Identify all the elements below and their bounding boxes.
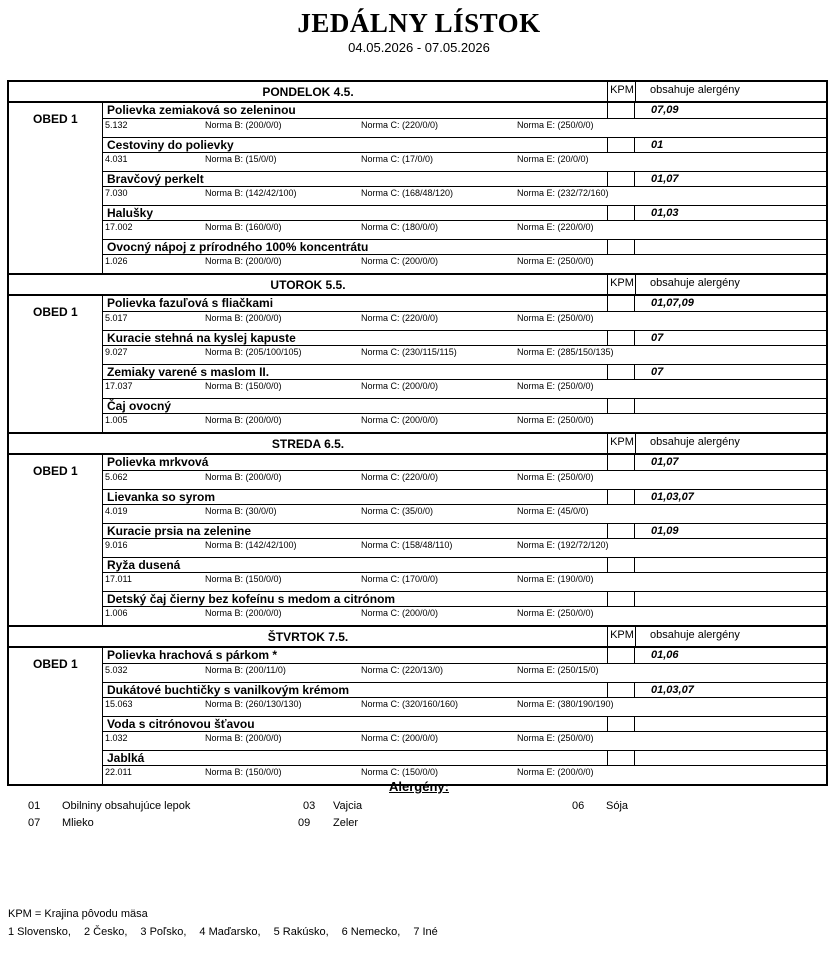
country-item: 2 Česko, bbox=[83, 926, 128, 938]
meal-norms bbox=[103, 607, 723, 625]
meal-cell bbox=[102, 239, 607, 273]
day-name: PONDELOK 4.5. bbox=[262, 85, 354, 99]
meal-row bbox=[9, 716, 826, 750]
meal-list bbox=[9, 455, 826, 625]
norm-e: Norma E: (192/72/120) bbox=[517, 540, 609, 550]
day-section bbox=[7, 273, 828, 432]
meal-name: Polievka fazuľová s fliačkami bbox=[103, 296, 608, 312]
meal-cell bbox=[102, 682, 614, 716]
norm-b: Norma B: (150/0/0) bbox=[205, 767, 282, 777]
meal-cell bbox=[102, 398, 607, 432]
meal-type-label: OBED 1 bbox=[33, 112, 78, 126]
country-item: 6 Nemecko, bbox=[341, 926, 401, 938]
meal-norms bbox=[103, 153, 723, 171]
allergens-column-header: obsahuje alergény bbox=[635, 82, 826, 101]
norm-c: Norma C: (200/0/0) bbox=[361, 381, 439, 391]
norm-b: Norma B: (160/0/0) bbox=[205, 222, 282, 232]
meal-type-label: OBED 1 bbox=[33, 305, 78, 319]
meal-name: Polievka zemiaková so zeleninou bbox=[103, 103, 608, 119]
kpm-column-header: KPM bbox=[607, 82, 636, 101]
norm-b: Norma B: (200/0/0) bbox=[205, 733, 282, 743]
country-list bbox=[8, 926, 451, 938]
meal-norms bbox=[103, 471, 723, 489]
kpm-cell bbox=[607, 296, 635, 312]
meal-norms bbox=[103, 187, 723, 205]
meal-name: Lievanka so syrom bbox=[103, 489, 608, 505]
meal-row bbox=[9, 296, 826, 330]
norm-e: Norma E: (250/0/0) bbox=[517, 313, 594, 323]
kpm-cell bbox=[607, 489, 635, 505]
meal-name: Kuracie prsia na zelenine bbox=[103, 523, 608, 539]
norm-c: Norma C: (17/0/0) bbox=[361, 154, 434, 164]
meal-norms bbox=[103, 414, 723, 432]
norm-c: Norma C: (158/48/110) bbox=[361, 540, 453, 550]
meal-allergens: 01,07 bbox=[635, 171, 826, 187]
norm-c: Norma C: (200/0/0) bbox=[361, 415, 439, 425]
norm-e: Norma E: (380/190/190) bbox=[517, 699, 614, 709]
kpm-column-header: KPM bbox=[607, 275, 636, 294]
kpm-cell bbox=[607, 205, 635, 221]
kpm-cell bbox=[607, 682, 635, 698]
meal-cell bbox=[102, 137, 607, 171]
meal-row bbox=[9, 455, 826, 489]
norm-e: Norma E: (190/0/0) bbox=[517, 574, 594, 584]
meal-norms bbox=[103, 312, 723, 330]
date-range: 04.05.2026 - 07.05.2026 bbox=[348, 40, 490, 55]
meal-name: Ovocný nápoj z prírodného 100% koncentrátu bbox=[103, 239, 608, 255]
norm-b: Norma B: (150/0/0) bbox=[205, 574, 282, 584]
meal-row bbox=[9, 398, 826, 432]
kpm-cell bbox=[607, 591, 635, 607]
meal-cell bbox=[102, 591, 607, 625]
meal-row bbox=[9, 330, 826, 364]
meal-norms bbox=[103, 119, 723, 137]
kpm-column-header: KPM bbox=[607, 434, 636, 453]
kpm-cell bbox=[607, 455, 635, 471]
meal-code: 4.019 bbox=[105, 506, 128, 516]
norm-b: Norma B: (150/0/0) bbox=[205, 381, 282, 391]
kpm-note: KPM = Krajina pôvodu mäsa bbox=[8, 908, 148, 920]
meal-name: Polievka mrkvová bbox=[103, 455, 608, 471]
norm-e: Norma E: (200/0/0) bbox=[517, 767, 594, 777]
norm-e: Norma E: (20/0/0) bbox=[517, 154, 589, 164]
meal-allergens: 07 bbox=[635, 330, 826, 346]
meal-cell bbox=[102, 716, 607, 750]
meal-code: 17.002 bbox=[105, 222, 133, 232]
norm-e: Norma E: (250/0/0) bbox=[517, 472, 594, 482]
meal-row bbox=[9, 239, 826, 273]
norm-b: Norma B: (200/0/0) bbox=[205, 415, 282, 425]
meal-code: 22.011 bbox=[105, 767, 132, 777]
norm-e: Norma E: (250/0/0) bbox=[517, 415, 594, 425]
kpm-cell bbox=[607, 557, 635, 573]
norm-c: Norma C: (150/0/0) bbox=[361, 767, 439, 777]
meal-code: 1.026 bbox=[105, 256, 128, 266]
meal-row bbox=[9, 364, 826, 398]
meal-name: Kuracie stehná na kyslej kapuste bbox=[103, 330, 608, 346]
meal-cell bbox=[102, 364, 607, 398]
norm-e: Norma E: (250/0/0) bbox=[517, 120, 594, 130]
meal-cell bbox=[102, 648, 607, 682]
allergen-code: 09 bbox=[298, 817, 311, 829]
meal-code: 4.031 bbox=[105, 154, 128, 164]
allergen-code: 01 bbox=[28, 800, 41, 812]
day-name: UTOROK 5.5. bbox=[270, 278, 346, 292]
meal-name: Halušky bbox=[103, 205, 608, 221]
norm-e: Norma E: (45/0/0) bbox=[517, 506, 589, 516]
meal-name: Voda s citrónovou šťavou bbox=[103, 716, 608, 732]
meal-name: Dukátové buchtičky s vanilkovým krémom bbox=[103, 682, 608, 698]
allergen-code: 07 bbox=[28, 817, 41, 829]
norm-c: Norma C: (168/48/120) bbox=[361, 188, 454, 198]
norm-e: Norma E: (250/0/0) bbox=[517, 733, 594, 743]
meal-norms bbox=[103, 664, 723, 682]
meal-row bbox=[9, 648, 826, 682]
meal-norms bbox=[103, 346, 723, 364]
meal-allergens bbox=[635, 716, 826, 732]
meal-allergens: 01,03,07 bbox=[635, 682, 826, 698]
kpm-cell bbox=[607, 398, 635, 414]
norm-b: Norma B: (200/0/0) bbox=[205, 608, 282, 618]
meal-name: Jablká bbox=[103, 750, 608, 766]
norm-b: Norma B: (200/0/0) bbox=[205, 120, 282, 130]
allergen-code: 06 bbox=[572, 800, 585, 812]
norm-c: Norma C: (35/0/0) bbox=[361, 506, 434, 516]
meal-cell bbox=[102, 557, 607, 591]
meal-code: 1.032 bbox=[105, 733, 128, 743]
meal-norms bbox=[103, 255, 723, 273]
meal-cell bbox=[102, 103, 607, 137]
kpm-cell bbox=[607, 716, 635, 732]
meal-norms bbox=[103, 732, 723, 750]
norm-c: Norma C: (220/0/0) bbox=[361, 472, 439, 482]
day-section bbox=[7, 432, 828, 625]
kpm-cell bbox=[607, 137, 635, 153]
meal-row bbox=[9, 489, 826, 523]
norm-c: Norma C: (180/0/0) bbox=[361, 222, 439, 232]
allergen-legend-title: Alergény: bbox=[389, 779, 449, 794]
meal-row bbox=[9, 171, 826, 205]
meal-cell bbox=[102, 489, 607, 523]
norm-b: Norma B: (30/0/0) bbox=[205, 506, 277, 516]
norm-b: Norma B: (142/42/100) bbox=[205, 188, 297, 198]
meal-code: 15.063 bbox=[105, 699, 133, 709]
country-item: 1 Slovensko, bbox=[8, 926, 71, 938]
meal-allergens bbox=[635, 591, 826, 607]
meal-cell bbox=[102, 171, 607, 205]
meal-row bbox=[9, 682, 826, 716]
norm-e: Norma E: (250/0/0) bbox=[517, 256, 594, 266]
day-section bbox=[7, 80, 828, 273]
meal-type-label: OBED 1 bbox=[33, 657, 78, 671]
meal-code: 1.005 bbox=[105, 415, 128, 425]
meal-allergens: 01,03,07 bbox=[635, 489, 826, 505]
norm-b: Norma B: (200/0/0) bbox=[205, 472, 282, 482]
allergen-name: Vajcia bbox=[333, 800, 363, 812]
kpm-cell bbox=[607, 103, 635, 119]
meal-code: 17.037 bbox=[105, 381, 133, 391]
norm-b: Norma B: (260/130/130) bbox=[205, 699, 302, 709]
meal-name: Ryža dusená bbox=[103, 557, 608, 573]
country-item: 7 Iné bbox=[413, 926, 438, 938]
norm-b: Norma B: (142/42/100) bbox=[205, 540, 297, 550]
day-header bbox=[9, 82, 826, 103]
norm-b: Norma B: (15/0/0) bbox=[205, 154, 277, 164]
meal-allergens bbox=[635, 557, 826, 573]
norm-b: Norma B: (200/0/0) bbox=[205, 313, 282, 323]
meal-allergens: 01,07 bbox=[635, 455, 826, 471]
norm-e: Norma E: (250/15/0) bbox=[517, 665, 599, 675]
meal-name: Zemiaky varené s maslom II. bbox=[103, 364, 608, 380]
country-item: 5 Rakúsko, bbox=[273, 926, 329, 938]
page-title: JEDÁLNY LÍSTOK bbox=[297, 8, 541, 38]
kpm-cell bbox=[607, 523, 635, 539]
norm-c: Norma C: (170/0/0) bbox=[361, 574, 439, 584]
meal-norms bbox=[103, 505, 723, 523]
meal-cell bbox=[102, 523, 607, 557]
meal-norms bbox=[103, 698, 723, 716]
meal-list bbox=[9, 103, 826, 273]
meal-code: 5.132 bbox=[105, 120, 128, 130]
meal-allergens: 07 bbox=[635, 364, 826, 380]
meal-row bbox=[9, 557, 826, 591]
meal-row bbox=[9, 137, 826, 171]
meal-type-label: OBED 1 bbox=[33, 464, 78, 478]
meal-cell bbox=[102, 205, 607, 239]
meal-name: Polievka hrachová s párkom * bbox=[103, 648, 608, 664]
norm-b: Norma B: (205/100/105) bbox=[205, 347, 302, 357]
meal-row bbox=[9, 103, 826, 137]
allergen-code: 03 bbox=[303, 800, 316, 812]
norm-c: Norma C: (200/0/0) bbox=[361, 733, 439, 743]
meal-code: 5.062 bbox=[105, 472, 128, 482]
norm-c: Norma C: (200/0/0) bbox=[361, 608, 439, 618]
norm-c: Norma C: (230/115/115) bbox=[361, 347, 457, 357]
menu-table bbox=[7, 80, 828, 786]
kpm-cell bbox=[607, 750, 635, 766]
norm-e: Norma E: (250/0/0) bbox=[517, 608, 594, 618]
allergens-column-header: obsahuje alergény bbox=[635, 434, 826, 453]
meal-norms bbox=[103, 539, 723, 557]
meal-allergens bbox=[635, 750, 826, 766]
meal-allergens: 07,09 bbox=[635, 103, 826, 119]
allergens-column-header: obsahuje alergény bbox=[635, 275, 826, 294]
norm-c: Norma C: (320/160/160) bbox=[361, 699, 459, 709]
norm-e: Norma E: (220/0/0) bbox=[517, 222, 594, 232]
day-name: STREDA 6.5. bbox=[271, 437, 345, 451]
meal-allergens: 01 bbox=[635, 137, 826, 153]
meal-allergens: 01,06 bbox=[635, 648, 826, 664]
meal-norms bbox=[103, 221, 723, 239]
meal-code: 9.027 bbox=[105, 347, 128, 357]
meal-norms bbox=[103, 380, 723, 398]
meal-allergens bbox=[635, 239, 826, 255]
day-header bbox=[9, 275, 826, 296]
allergen-name: Sója bbox=[606, 800, 629, 812]
allergen-name: Zeler bbox=[333, 817, 359, 829]
allergen-name: Obilniny obsahujúce lepok bbox=[62, 800, 191, 812]
meal-list bbox=[9, 648, 826, 784]
norm-e: Norma E: (232/72/160) bbox=[517, 188, 609, 198]
kpm-cell bbox=[607, 171, 635, 187]
meal-name: Bravčový perkelt bbox=[103, 171, 608, 187]
kpm-column-header: KPM bbox=[607, 627, 636, 646]
norm-e: Norma E: (285/150/135) bbox=[517, 347, 614, 357]
meal-allergens: 01,09 bbox=[635, 523, 826, 539]
country-item: 4 Maďarsko, bbox=[199, 926, 261, 938]
country-item: 3 Poľsko, bbox=[140, 926, 187, 938]
meal-cell bbox=[102, 296, 607, 330]
norm-c: Norma C: (220/13/0) bbox=[361, 665, 444, 675]
meal-row bbox=[9, 523, 826, 557]
meal-code: 9.016 bbox=[105, 540, 128, 550]
kpm-cell bbox=[607, 364, 635, 380]
meal-cell bbox=[102, 330, 614, 364]
allergen-name: Mlieko bbox=[62, 817, 94, 829]
meal-cell bbox=[102, 455, 607, 489]
day-section bbox=[7, 625, 828, 786]
norm-c: Norma C: (220/0/0) bbox=[361, 313, 439, 323]
meal-row bbox=[9, 205, 826, 239]
meal-row bbox=[9, 591, 826, 625]
meal-norms bbox=[103, 573, 723, 591]
meal-code: 7.030 bbox=[105, 188, 128, 198]
norm-b: Norma B: (200/11/0) bbox=[205, 665, 286, 675]
kpm-cell bbox=[607, 330, 635, 346]
allergens-column-header: obsahuje alergény bbox=[635, 627, 826, 646]
meal-code: 5.017 bbox=[105, 313, 128, 323]
meal-name: Čaj ovocný bbox=[103, 398, 608, 414]
norm-e: Norma E: (250/0/0) bbox=[517, 381, 594, 391]
day-name: ŠTVRTOK 7.5. bbox=[267, 630, 349, 644]
meal-allergens bbox=[635, 398, 826, 414]
day-header bbox=[9, 434, 826, 455]
norm-c: Norma C: (200/0/0) bbox=[361, 256, 439, 266]
kpm-cell bbox=[607, 239, 635, 255]
kpm-cell bbox=[607, 648, 635, 664]
norm-c: Norma C: (220/0/0) bbox=[361, 120, 439, 130]
day-header bbox=[9, 627, 826, 648]
meal-code: 5.032 bbox=[105, 665, 128, 675]
meal-allergens: 01,07,09 bbox=[635, 296, 826, 312]
meal-list bbox=[9, 296, 826, 432]
meal-name: Detský čaj čierny bez kofeínu s medom a citrónom bbox=[103, 591, 608, 607]
meal-allergens: 01,03 bbox=[635, 205, 826, 221]
meal-code: 17.011 bbox=[105, 574, 132, 584]
meal-name: Cestoviny do polievky bbox=[103, 137, 608, 153]
meal-code: 1.006 bbox=[105, 608, 128, 618]
norm-b: Norma B: (200/0/0) bbox=[205, 256, 282, 266]
